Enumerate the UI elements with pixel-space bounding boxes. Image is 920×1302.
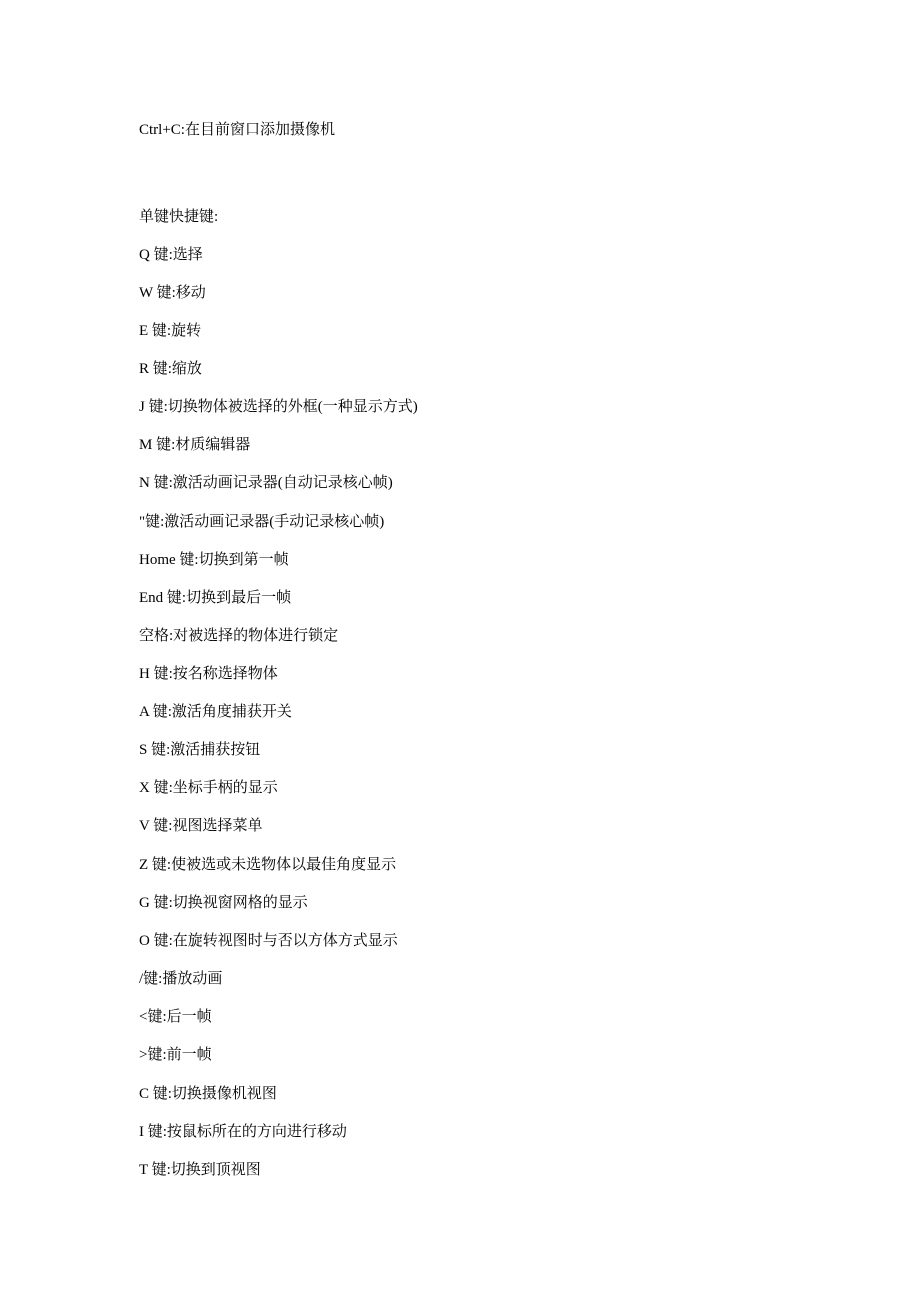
shortcut-t: T 键:切换到顶视图 bbox=[139, 1162, 261, 1178]
shortcut-home: Home 键:切换到第一帧 bbox=[139, 552, 289, 568]
shortcut-g: G 键:切换视窗网格的显示 bbox=[139, 895, 308, 911]
shortcut-quote: "键:激活动画记录器(手动记录核心帧) bbox=[139, 514, 385, 530]
shortcut-c: C 键:切换摄像机视图 bbox=[139, 1086, 277, 1102]
shortcut-s: S 键:激活捕获按钮 bbox=[139, 742, 261, 758]
shortcut-space: 空格:对被选择的物体进行锁定 bbox=[139, 628, 339, 644]
shortcut-slash: /键:播放动画 bbox=[139, 971, 223, 987]
shortcut-m: M 键:材质编辑器 bbox=[139, 437, 251, 453]
shortcut-i: I 键:按鼠标所在的方向进行移动 bbox=[139, 1124, 347, 1140]
shortcut-a: A 键:激活角度捕获开关 bbox=[139, 704, 292, 720]
shortcut-n: N 键:激活动画记录器(自动记录核心帧) bbox=[139, 475, 393, 491]
shortcut-j: J 键:切换物体被选择的外框(一种显示方式) bbox=[139, 399, 418, 415]
shortcut-end: End 键:切换到最后一帧 bbox=[139, 590, 292, 606]
shortcut-e: E 键:旋转 bbox=[139, 323, 202, 339]
shortcut-h: H 键:按名称选择物体 bbox=[139, 666, 278, 682]
shortcut-o: O 键:在旋转视图时与否以方体方式显示 bbox=[139, 933, 398, 949]
shortcut-v: V 键:视图选择菜单 bbox=[139, 818, 263, 834]
shortcut-x: X 键:坐标手柄的显示 bbox=[139, 780, 278, 796]
shortcut-r: R 键:缩放 bbox=[139, 361, 202, 377]
shortcut-less-than: <键:后一帧 bbox=[139, 1009, 212, 1025]
section-heading: 单键快捷键: bbox=[139, 209, 219, 225]
shortcut-q: Q 键:选择 bbox=[139, 247, 203, 263]
shortcut-w: W 键:移动 bbox=[139, 285, 206, 301]
shortcut-greater-than: >键:前一帧 bbox=[139, 1047, 212, 1063]
ctrl-c-shortcut: Ctrl+C:在目前窗口添加摄像机 bbox=[139, 122, 335, 138]
shortcut-z: Z 键:使被选或未选物体以最佳角度显示 bbox=[139, 857, 397, 873]
